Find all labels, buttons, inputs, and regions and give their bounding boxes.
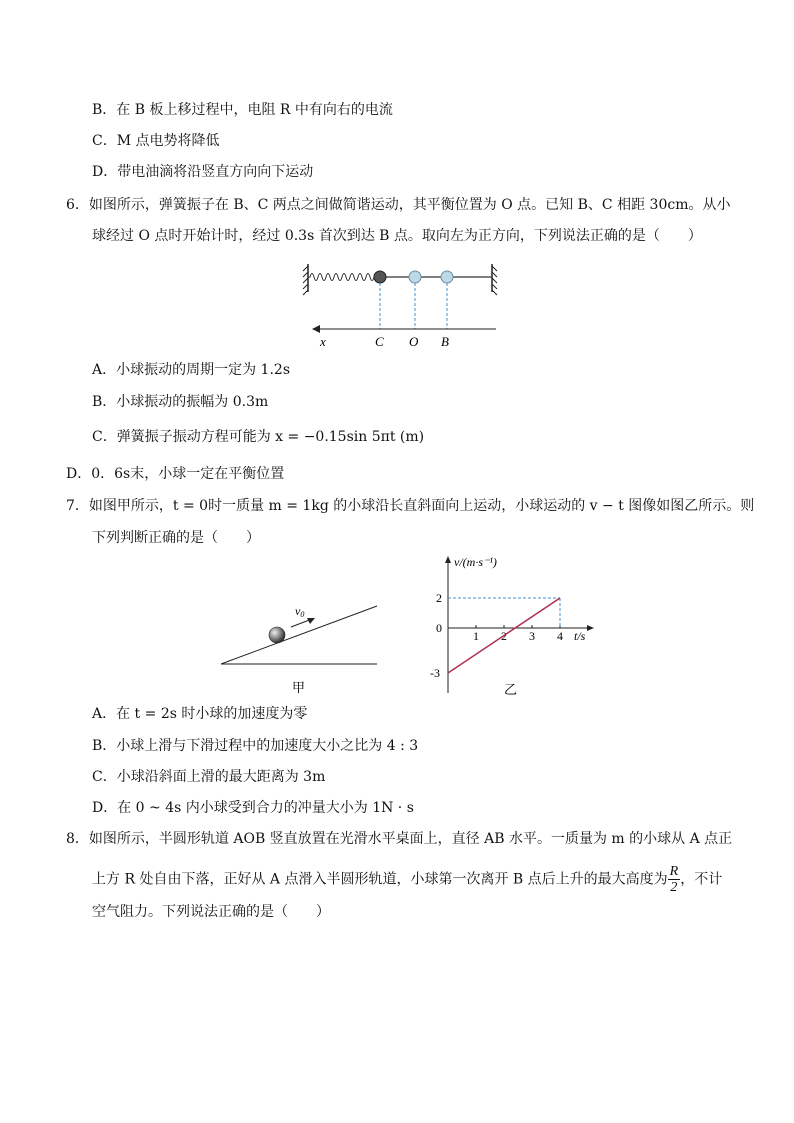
q8-stem-line2 — [92, 864, 722, 895]
q7-option-a: A．在 t = 2s 时小球的加速度为零 — [92, 706, 308, 722]
dashed-guides — [380, 283, 447, 329]
q7-stem-line2: 下列判断正确的是（ ） — [92, 530, 260, 546]
ball-at-o — [409, 271, 421, 283]
y-tick-label: -3 — [430, 666, 440, 680]
x-tick-label: 4 — [557, 629, 563, 643]
q5-option-d: D．带电油滴将沿竖直方向向下运动 — [92, 164, 314, 180]
q7-option-b: B．小球上滑与下滑过程中的加速度大小之比为 4 : 3 — [92, 738, 419, 754]
q7-stem-line1: 7．如图甲所示，t = 0时一质量 m = 1kg 的小球沿长直斜面向上运动，小球运动的 v − t 图像如图乙所示。则 — [66, 498, 755, 514]
x-axis-label: t/s — [574, 629, 586, 643]
q7-option-c: C．小球沿斜面上滑的最大距离为 3m — [92, 769, 326, 785]
ball — [269, 627, 285, 643]
q6-option-c: C．弹簧振子振动方程可能为 x = −0.15sin 5πt (m) — [92, 429, 425, 445]
fig-jia-caption: 甲 — [292, 680, 306, 695]
ball-at-c — [374, 271, 386, 283]
y-axis-label: v/(m·s⁻¹) — [454, 555, 497, 569]
y-tick-label: 0 — [436, 621, 442, 635]
spring — [308, 274, 376, 281]
x-axis-arrow-icon — [312, 325, 320, 333]
q8-stem-line3: 空气阻力。下列说法正确的是（ ） — [92, 904, 330, 920]
velocity-arrow-icon — [307, 618, 315, 624]
x-tick-label: 2 — [501, 629, 507, 643]
q8-stem-line2-part-a: 上方 R 处自由下落，正好从 A 点滑入半圆形轨道，小球第一次离开 B 点后上升的最大高度为 — [92, 871, 668, 888]
q7-incline-figure — [215, 598, 385, 698]
x-tick-label: 1 — [473, 629, 479, 643]
q5-option-b: B．在 B 板上移过程中，电阻 R 中有向右的电流 — [92, 102, 393, 118]
label-b: B — [441, 334, 449, 349]
q7-option-d: D．在 0 ~ 4s 内小球受到合力的冲量大小为 1N · s — [92, 800, 414, 816]
x-axis-arrow-icon — [587, 625, 594, 631]
y-tick-label: 2 — [436, 591, 442, 605]
vt-series-line — [448, 598, 560, 673]
x-axis-label: x — [320, 334, 326, 349]
q6-stem-line2: 球经过 O 点时开始计时，经过 0.3s 首次到达 B 点。取向左为正方向，下列说法正确的是（ ） — [92, 228, 702, 244]
q7-vt-graph — [418, 552, 603, 700]
q8-stem-line2-part-b: ，不计 — [680, 871, 723, 888]
q5-option-c: C．M 点电势将降低 — [92, 133, 220, 149]
q8-stem-line1: 8．如图所示，半圆形轨道 AOB 竖直放置在光滑水平桌面上，直径 AB 水平。一质量为 m 的小球从 A 点正 — [66, 831, 733, 847]
q6-spring-figure — [300, 258, 510, 350]
fraction-r-over-2 — [668, 864, 681, 895]
q6-stem-line1: 6．如图所示，弹簧振子在 B、C 两点之间做简谐运动，其平衡位置为 O 点。已知 B、C 相距 30cm。从小 — [66, 197, 731, 213]
q6-option-d: D．0．6s末，小球一定在平衡位置 — [66, 466, 285, 482]
q6-option-b: B．小球振动的振幅为 0.3m — [92, 394, 269, 410]
v0-label: v0 — [295, 604, 305, 619]
q6-option-a: A．小球振动的周期一定为 1.2s — [92, 362, 291, 378]
y-axis-arrow-icon — [445, 556, 451, 563]
label-o: O — [409, 334, 419, 349]
fraction-numerator: R — [669, 864, 679, 879]
label-c: C — [375, 334, 384, 349]
fig-yi-caption: 乙 — [504, 682, 518, 697]
fraction-denominator: 2 — [670, 880, 678, 895]
x-tick-label: 3 — [529, 629, 535, 643]
ball-at-b — [441, 271, 453, 283]
